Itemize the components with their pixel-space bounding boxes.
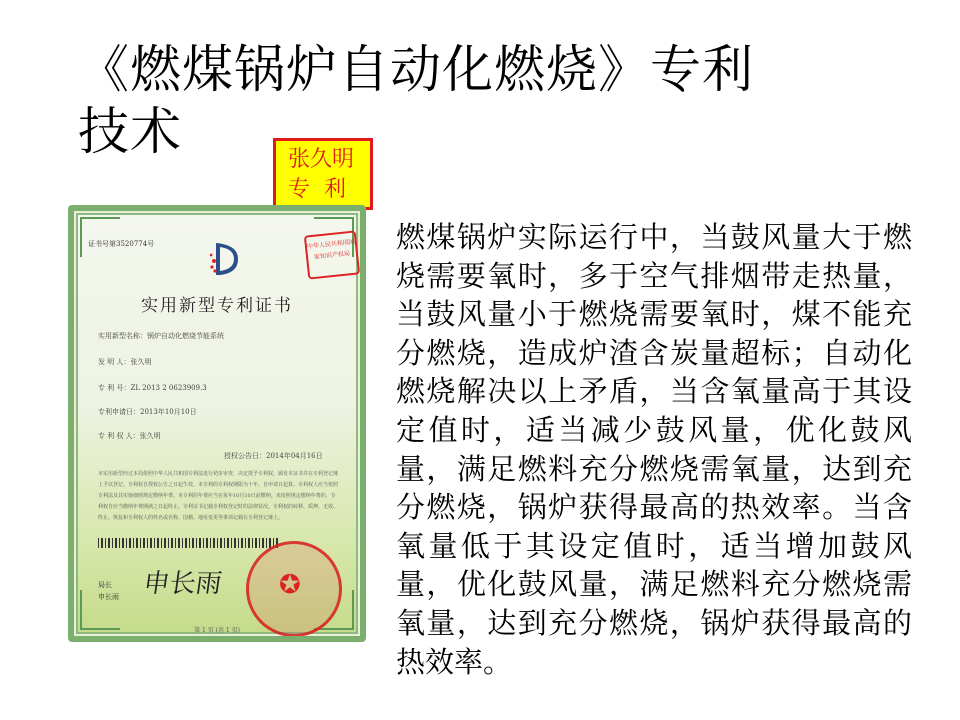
cert-field: 专 利 号：ZL 2013 2 0623909.3	[98, 384, 207, 392]
handwritten-signature: 申长雨	[141, 569, 224, 599]
certificate-number: 证书号第3520774号	[88, 240, 155, 248]
author-badge	[273, 138, 373, 210]
approval-stamp-text: 中华人民共和国国家知识产权局	[306, 238, 356, 261]
seal-emblem-icon: ✪	[279, 570, 301, 600]
signature-title: 局长	[98, 581, 112, 589]
cert-field: 专 利 权 人：张久明	[98, 432, 161, 440]
cert-field: 实用新型名称：锅炉自动化燃烧节能系统	[98, 332, 224, 340]
approval-stamp	[304, 230, 360, 279]
badge-name: 张久明	[288, 147, 355, 172]
description-paragraph: 燃煤锅炉实际运行中，当鼓风量大于燃烧需要氧时，多于空气排烟带走热量，当鼓风量小于燃烧需要氧时，煤不能充分燃烧，造成炉渣含炭量超标；自动化燃烧解决以上矛盾，当含氧量高于其设定值时，适当减少鼓风量，优化鼓风量，满足燃料充分燃烧需氧量，达到充分燃烧，锅炉获得最高的热效率。当含氧量低于其设定值时，适当增加鼓风量，优化鼓风量，满足燃料充分燃烧需氧量，达到充分燃烧，锅炉获得最高的热效率。	[396, 220, 912, 679]
cert-field: 发 明 人：张久明	[98, 358, 152, 366]
patent-office-logo-icon	[210, 239, 240, 279]
official-red-seal	[246, 541, 342, 637]
title-line-2: 技术	[78, 103, 183, 162]
certificate-body-text: 本实用新型经过本局依照中华人民共和国专利法进行初步审查，决定授予专利权，颁发本证书并在专利登记簿上予以登记。专利权自授权公告之日起生效。本专利的专利权期限为十年，自申请日起算。专利权人应当依照专利法及其实施细则规定缴纳年费。本专利的年费应当在每年10月10日前缴纳。未按照规定缴纳年费的，专利权自应当缴纳年费期满之日起终止。专利证书记载专利权登记时的法律状况。专利权的转移、质押、无效、终止、恢复和专利权人的姓名或名称、国籍、地址变更等事项记载在专利登记簿上。	[98, 471, 339, 521]
slide-title	[78, 40, 898, 164]
corner-ornament	[80, 217, 120, 257]
cert-field: 授权公告日：2014年04月16日	[224, 452, 323, 460]
certificate-heading: 实用新型专利证书	[141, 296, 293, 316]
patent-certificate-image	[68, 205, 366, 642]
signature-label	[98, 579, 119, 603]
badge-label: 专 利	[288, 177, 346, 202]
title-line-1: 《燃煤锅炉自动化燃烧》专利	[78, 41, 755, 100]
certificate-page-number: 第 1 页 (共 1 页)	[194, 627, 240, 634]
barcode	[98, 538, 278, 548]
cert-field: 专利申请日：2013年10月10日	[98, 408, 197, 416]
signature-name: 申长雨	[98, 593, 119, 601]
